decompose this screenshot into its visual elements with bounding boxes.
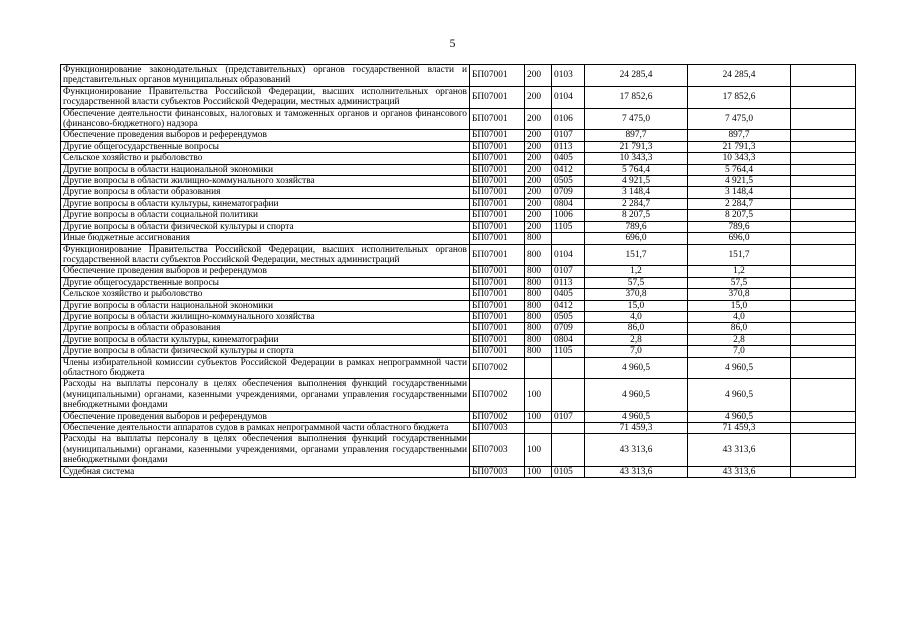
target-code-cell: БП07001	[470, 176, 525, 187]
expense-type-cell: 200	[525, 164, 552, 175]
table-row	[61, 357, 856, 379]
expense-type-cell	[525, 357, 552, 379]
approved-amount-cell: 151,7	[688, 244, 791, 266]
row-name-cell: Судебная система	[61, 466, 470, 477]
expense-type-cell: 800	[525, 334, 552, 345]
amount-cell: 57,5	[585, 277, 688, 288]
amount-cell: 15,0	[585, 300, 688, 311]
section-code-cell: 0106	[552, 108, 585, 130]
extra-cell	[791, 210, 856, 221]
amount-cell: 71 459,3	[585, 423, 688, 434]
table-row	[61, 221, 856, 232]
table-row	[61, 164, 856, 175]
approved-amount-cell: 4,0	[688, 311, 791, 322]
expense-type-cell: 800	[525, 277, 552, 288]
target-code-cell: БП07001	[470, 233, 525, 244]
extra-cell	[791, 176, 856, 187]
section-code-cell: 0709	[552, 187, 585, 198]
extra-cell	[791, 130, 856, 141]
amount-cell: 4 960,5	[585, 379, 688, 411]
row-name-cell: Расходы на выплаты персоналу в целях обеспечения выполнения функций государственными (муниципальными) органами, казенными учреждениями, органами управления государственными внебюджетными фондами	[61, 379, 470, 411]
extra-cell	[791, 466, 856, 477]
table-row	[61, 300, 856, 311]
section-code-cell	[552, 357, 585, 379]
extra-cell	[791, 311, 856, 322]
amount-cell: 43 313,6	[585, 434, 688, 466]
approved-amount-cell: 10 343,3	[688, 153, 791, 164]
target-code-cell: БП07001	[470, 266, 525, 277]
section-code-cell: 0505	[552, 176, 585, 187]
approved-amount-cell: 43 313,6	[688, 466, 791, 477]
expense-type-cell: 200	[525, 221, 552, 232]
section-code-cell	[552, 434, 585, 466]
row-name-cell: Функционирование Правительства Российской Федерации, высших исполнительных органов государственной власти субъектов Российской Федерации, местных администраций	[61, 86, 470, 108]
section-code-cell: 1006	[552, 210, 585, 221]
extra-cell	[791, 423, 856, 434]
section-code-cell: 0804	[552, 334, 585, 345]
section-code-cell: 0412	[552, 300, 585, 311]
row-name-cell: Обеспечение проведения выборов и референдумов	[61, 266, 470, 277]
expense-type-cell: 200	[525, 210, 552, 221]
table-row	[61, 334, 856, 345]
expense-type-cell: 100	[525, 466, 552, 477]
expense-type-cell: 800	[525, 300, 552, 311]
target-code-cell: БП07001	[470, 334, 525, 345]
section-code-cell: 1105	[552, 346, 585, 357]
row-name-cell: Другие общегосударственные вопросы	[61, 141, 470, 152]
approved-amount-cell: 897,7	[688, 130, 791, 141]
table-row	[61, 311, 856, 322]
extra-cell	[791, 221, 856, 232]
extra-cell	[791, 153, 856, 164]
table-row	[61, 176, 856, 187]
target-code-cell: БП07001	[470, 210, 525, 221]
target-code-cell: БП07001	[470, 277, 525, 288]
extra-cell	[791, 86, 856, 108]
section-code-cell: 0405	[552, 289, 585, 300]
extra-cell	[791, 323, 856, 334]
approved-amount-cell: 370,8	[688, 289, 791, 300]
approved-amount-cell: 4 960,5	[688, 411, 791, 422]
amount-cell: 2 284,7	[585, 198, 688, 209]
target-code-cell: БП07003	[470, 423, 525, 434]
table-row	[61, 233, 856, 244]
amount-cell: 8 207,5	[585, 210, 688, 221]
approved-amount-cell: 21 791,3	[688, 141, 791, 152]
target-code-cell: БП07002	[470, 379, 525, 411]
expense-type-cell: 200	[525, 187, 552, 198]
approved-amount-cell: 4 960,5	[688, 379, 791, 411]
row-name-cell: Расходы на выплаты персоналу в целях обеспечения выполнения функций государственными (муниципальными) органами, казенными учреждениями, органами управления государственными внебюджетными фондами	[61, 434, 470, 466]
table-row	[61, 210, 856, 221]
amount-cell: 7,0	[585, 346, 688, 357]
target-code-cell: БП07002	[470, 357, 525, 379]
approved-amount-cell: 17 852,6	[688, 86, 791, 108]
extra-cell	[791, 244, 856, 266]
row-name-cell: Другие вопросы в области физической культуры и спорта	[61, 221, 470, 232]
extra-cell	[791, 411, 856, 422]
target-code-cell: БП07001	[470, 164, 525, 175]
amount-cell: 789,6	[585, 221, 688, 232]
approved-amount-cell: 2,8	[688, 334, 791, 345]
table-row	[61, 153, 856, 164]
section-code-cell: 0804	[552, 198, 585, 209]
row-name-cell: Функционирование законодательных (представительных) органов государственной власти и представительных органов муниципальных образований	[61, 65, 470, 87]
table-row	[61, 466, 856, 477]
approved-amount-cell: 4 960,5	[688, 357, 791, 379]
table-row	[61, 130, 856, 141]
amount-cell: 10 343,3	[585, 153, 688, 164]
expense-type-cell: 200	[525, 176, 552, 187]
section-code-cell	[552, 233, 585, 244]
target-code-cell: БП07003	[470, 466, 525, 477]
row-name-cell: Другие вопросы в области физической культуры и спорта	[61, 346, 470, 357]
amount-cell: 21 791,3	[585, 141, 688, 152]
amount-cell: 151,7	[585, 244, 688, 266]
expense-type-cell: 100	[525, 411, 552, 422]
expense-type-cell: 800	[525, 233, 552, 244]
row-name-cell: Другие вопросы в области национальной экономики	[61, 300, 470, 311]
target-code-cell: БП07001	[470, 108, 525, 130]
row-name-cell: Члены избирательной комиссии субъектов Российской Федерации в рамках непрограммной части областного бюджета	[61, 357, 470, 379]
section-code-cell: 0113	[552, 277, 585, 288]
row-name-cell: Другие вопросы в области национальной экономики	[61, 164, 470, 175]
row-name-cell: Другие вопросы в области культуры, кинематографии	[61, 334, 470, 345]
section-code-cell: 0107	[552, 411, 585, 422]
section-code-cell: 0105	[552, 466, 585, 477]
extra-cell	[791, 334, 856, 345]
amount-cell: 4 960,5	[585, 411, 688, 422]
target-code-cell: БП07003	[470, 434, 525, 466]
amount-cell: 696,0	[585, 233, 688, 244]
row-name-cell: Функционирование Правительства Российской Федерации, высших исполнительных органов государственной власти субъектов Российской Федерации, местных администраций	[61, 244, 470, 266]
table-row	[61, 266, 856, 277]
amount-cell: 43 313,6	[585, 466, 688, 477]
expense-type-cell: 800	[525, 244, 552, 266]
amount-cell: 24 285,4	[585, 65, 688, 87]
row-name-cell: Другие общегосударственные вопросы	[61, 277, 470, 288]
row-name-cell: Другие вопросы в области жилищно-коммунального хозяйства	[61, 176, 470, 187]
extra-cell	[791, 289, 856, 300]
target-code-cell: БП07001	[470, 153, 525, 164]
section-code-cell: 0709	[552, 323, 585, 334]
approved-amount-cell: 15,0	[688, 300, 791, 311]
approved-amount-cell: 71 459,3	[688, 423, 791, 434]
section-code-cell	[552, 423, 585, 434]
expense-type-cell	[525, 423, 552, 434]
amount-cell: 5 764,4	[585, 164, 688, 175]
budget-table-body	[61, 65, 856, 478]
section-code-cell: 0107	[552, 130, 585, 141]
approved-amount-cell: 4 921,5	[688, 176, 791, 187]
table-row	[61, 346, 856, 357]
table-row	[61, 277, 856, 288]
expense-type-cell: 200	[525, 86, 552, 108]
approved-amount-cell: 1,2	[688, 266, 791, 277]
approved-amount-cell: 789,6	[688, 221, 791, 232]
section-code-cell: 0104	[552, 86, 585, 108]
row-name-cell: Другие вопросы в области жилищно-коммунального хозяйства	[61, 311, 470, 322]
extra-cell	[791, 65, 856, 87]
row-name-cell: Другие вопросы в области образования	[61, 323, 470, 334]
expense-type-cell: 100	[525, 434, 552, 466]
target-code-cell: БП07001	[470, 311, 525, 322]
expense-type-cell: 200	[525, 198, 552, 209]
table-row	[61, 187, 856, 198]
extra-cell	[791, 198, 856, 209]
target-code-cell: БП07001	[470, 323, 525, 334]
expense-type-cell: 200	[525, 108, 552, 130]
section-code-cell: 0103	[552, 65, 585, 87]
expense-type-cell: 800	[525, 311, 552, 322]
extra-cell	[791, 346, 856, 357]
expense-type-cell: 200	[525, 153, 552, 164]
approved-amount-cell: 86,0	[688, 323, 791, 334]
extra-cell	[791, 266, 856, 277]
approved-amount-cell: 2 284,7	[688, 198, 791, 209]
amount-cell: 4 960,5	[585, 357, 688, 379]
target-code-cell: БП07002	[470, 411, 525, 422]
section-code-cell: 0405	[552, 153, 585, 164]
expense-type-cell: 800	[525, 346, 552, 357]
target-code-cell: БП07001	[470, 130, 525, 141]
row-name-cell: Другие вопросы в области социальной политики	[61, 210, 470, 221]
extra-cell	[791, 357, 856, 379]
table-row	[61, 411, 856, 422]
approved-amount-cell: 8 207,5	[688, 210, 791, 221]
extra-cell	[791, 277, 856, 288]
approved-amount-cell: 7 475,0	[688, 108, 791, 130]
row-name-cell: Другие вопросы в области культуры, кинематографии	[61, 198, 470, 209]
expense-type-cell: 200	[525, 65, 552, 87]
amount-cell: 897,7	[585, 130, 688, 141]
amount-cell: 86,0	[585, 323, 688, 334]
extra-cell	[791, 233, 856, 244]
approved-amount-cell: 24 285,4	[688, 65, 791, 87]
section-code-cell: 0104	[552, 244, 585, 266]
approved-amount-cell: 7,0	[688, 346, 791, 357]
table-row	[61, 108, 856, 130]
amount-cell: 3 148,4	[585, 187, 688, 198]
target-code-cell: БП07001	[470, 65, 525, 87]
target-code-cell: БП07001	[470, 86, 525, 108]
extra-cell	[791, 300, 856, 311]
amount-cell: 1,2	[585, 266, 688, 277]
approved-amount-cell: 3 148,4	[688, 187, 791, 198]
target-code-cell: БП07001	[470, 244, 525, 266]
section-code-cell: 0107	[552, 266, 585, 277]
section-code-cell: 1105	[552, 221, 585, 232]
row-name-cell: Обеспечение деятельности финансовых, налоговых и таможенных органов и органов финансового (финансово-бюджетного) надзора	[61, 108, 470, 130]
approved-amount-cell: 696,0	[688, 233, 791, 244]
target-code-cell: БП07001	[470, 289, 525, 300]
table-row	[61, 65, 856, 87]
table-row	[61, 141, 856, 152]
target-code-cell: БП07001	[470, 187, 525, 198]
extra-cell	[791, 187, 856, 198]
amount-cell: 2,8	[585, 334, 688, 345]
row-name-cell: Обеспечение проведения выборов и референдумов	[61, 411, 470, 422]
extra-cell	[791, 141, 856, 152]
expense-type-cell: 200	[525, 141, 552, 152]
approved-amount-cell: 43 313,6	[688, 434, 791, 466]
table-row	[61, 323, 856, 334]
table-row	[61, 434, 856, 466]
row-name-cell: Сельское хозяйство и рыболовство	[61, 289, 470, 300]
expense-type-cell: 800	[525, 289, 552, 300]
row-name-cell: Обеспечение деятельности аппаратов судов в рамках непрограммной части областного бюджета	[61, 423, 470, 434]
budget-table	[60, 64, 856, 478]
target-code-cell: БП07001	[470, 141, 525, 152]
extra-cell	[791, 164, 856, 175]
table-row	[61, 244, 856, 266]
amount-cell: 4 921,5	[585, 176, 688, 187]
target-code-cell: БП07001	[470, 198, 525, 209]
table-row	[61, 198, 856, 209]
amount-cell: 7 475,0	[585, 108, 688, 130]
extra-cell	[791, 434, 856, 466]
target-code-cell: БП07001	[470, 346, 525, 357]
amount-cell: 4,0	[585, 311, 688, 322]
amount-cell: 370,8	[585, 289, 688, 300]
table-row	[61, 289, 856, 300]
section-code-cell: 0113	[552, 141, 585, 152]
target-code-cell: БП07001	[470, 221, 525, 232]
amount-cell: 17 852,6	[585, 86, 688, 108]
approved-amount-cell: 57,5	[688, 277, 791, 288]
section-code-cell: 0505	[552, 311, 585, 322]
row-name-cell: Обеспечение проведения выборов и референдумов	[61, 130, 470, 141]
table-row	[61, 379, 856, 411]
expense-type-cell: 100	[525, 379, 552, 411]
expense-type-cell: 800	[525, 323, 552, 334]
row-name-cell: Сельское хозяйство и рыболовство	[61, 153, 470, 164]
expense-type-cell: 200	[525, 130, 552, 141]
target-code-cell: БП07001	[470, 300, 525, 311]
row-name-cell: Другие вопросы в области образования	[61, 187, 470, 198]
extra-cell	[791, 379, 856, 411]
section-code-cell	[552, 379, 585, 411]
expense-type-cell: 800	[525, 266, 552, 277]
approved-amount-cell: 5 764,4	[688, 164, 791, 175]
section-code-cell: 0412	[552, 164, 585, 175]
table-row	[61, 86, 856, 108]
extra-cell	[791, 108, 856, 130]
page-number: 5	[449, 38, 456, 50]
row-name-cell: Иные бюджетные ассигнования	[61, 233, 470, 244]
table-row	[61, 423, 856, 434]
